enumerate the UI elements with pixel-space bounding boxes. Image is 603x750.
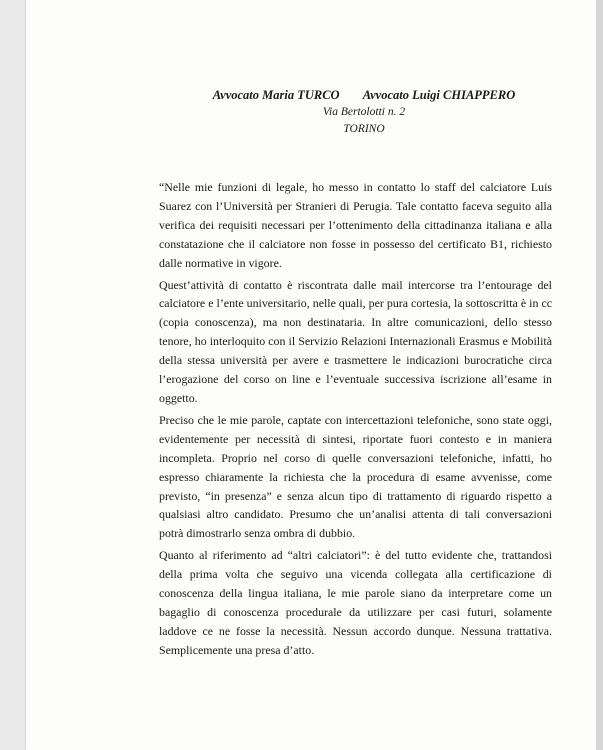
paragraph: Quanto al riferimento ad “altri calciatori”: è del tutto evidente che, trattandosi della prima volta che seguivo una vicenda collegata alla certificazione di conoscenza della lingua italiana, le mie parole siano da interpretare come un bagaglio di conoscenza procedurale da utilizzare per casi futuri, solamente laddove ce ne fosse la necessità. Nessun accordo dunque. Nessuna trattativa. Semplicemente una presa d’atto. — [159, 548, 552, 657]
document-page — [26, 0, 596, 750]
letterhead-address: Via Bertolotti n. 2 — [322, 106, 406, 118]
statement-body — [159, 178, 552, 663]
lawyer-name-1: Avvocato Maria TURCO — [212, 88, 340, 102]
letterhead — [26, 86, 596, 138]
letterhead-city: TORINO — [343, 123, 385, 135]
lawyer-name-2: Avvocato Luigi CHIAPPERO — [362, 88, 516, 102]
paragraph: Preciso che le mie parole, captate con intercettazioni telefoniche, sono state oggi, evidentemente per necessità di sintesi, riportate fuori contesto e in maniera incompleta. Proprio nel corso di quelle conversazioni telefoniche, infatti, ho espresso chiaramente la richiesta che la procedura di esame avvenisse, come previsto, “in presenza” e senza alcun tipo di trattamento di riguardo rispetto a qualsiasi altro candidato. Presumo che un’analisi attenta di tali conversazioni potrà dimostrarlo senza ombra di dubbio. — [159, 412, 552, 541]
page-edge — [596, 0, 603, 750]
paragraph: “Nelle mie funzioni di legale, ho messo in contatto lo staff del calciatore Luis Suarez con l’Università per Stranieri di Perugia. Tale contatto faceva seguito alla verifica dei requisiti necessari per l’ottenimento della cittadinanza italiana e alla constatazione che il calciatore non fosse in possesso del certificato B1, richiesto dalle normative in vigore. — [159, 180, 552, 270]
paragraph: Quest’attività di contatto è riscontrata dalle mail intercorse tra l’entourage del calciatore e l’ente universitario, nelle quali, per pura cortesia, la sottoscritta è in cc (copia conoscenza), ma non destinataria. In altre comunicazioni, dello stesso tenore, ho interloquito con il Servizio Relazioni Internazionali Erasmus e Mobilità della stessa università per avere e trasmettere le indicazioni burocratiche circa l’erogazione del corso on line e l’eventuale successiva iscrizione all’esame in oggetto. — [159, 277, 552, 405]
lawyer-names — [26, 86, 596, 104]
